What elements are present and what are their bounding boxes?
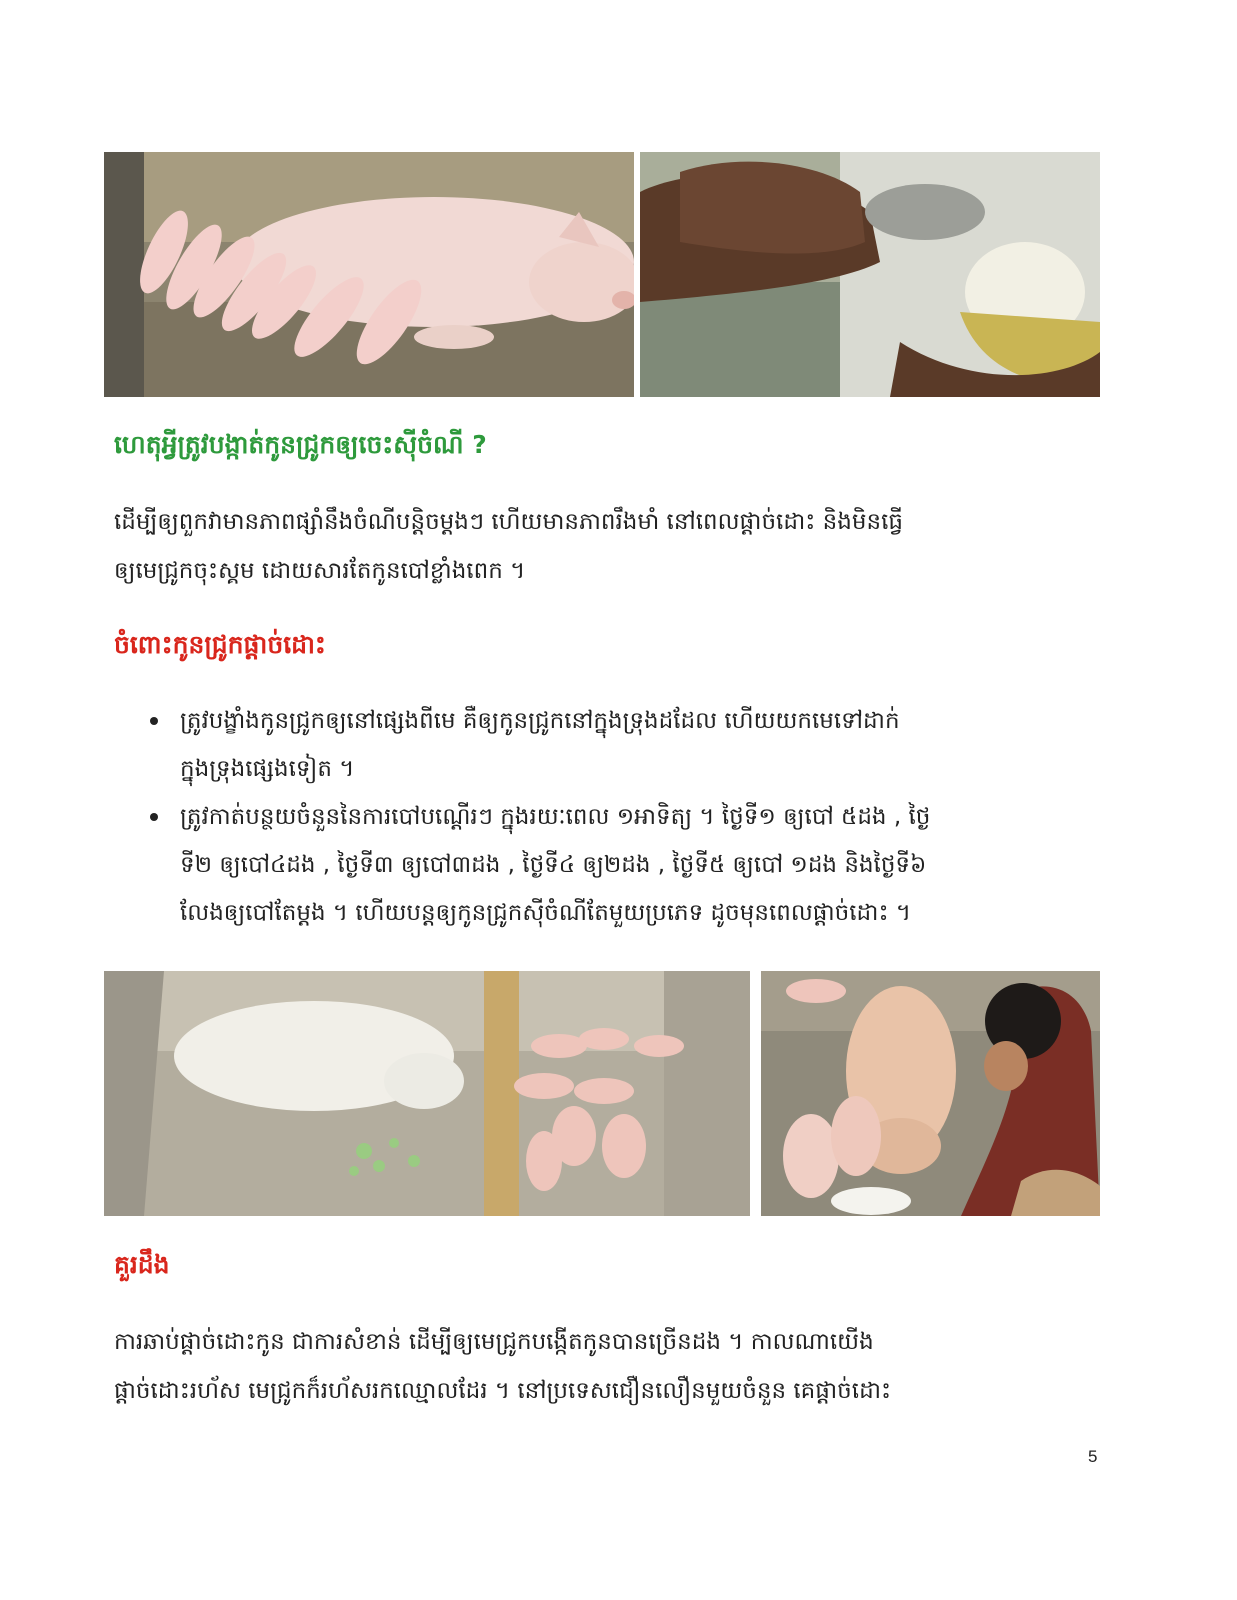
list-item-line: ទី២ ឲ្យបៅ៤ដង , ថ្ងៃទី៣ ឲ្យបៅ៣ដង , ថ្ងៃទី៤ ឲ្យ២ដង , ថ្ងៃទី៥ ឲ្យបៅ ១ដង និងថ្ងៃទី៦: [180, 852, 927, 878]
sow-nursing-piglets-photo: [104, 152, 634, 397]
list-item-line: ត្រូវបង្ខាំងកូនជ្រូកឲ្យនៅផ្សេងពីមេ គឺឲ្យកូនជ្រូកនៅក្នុងទ្រុងដដែល ហើយយកមេទៅដាក់: [180, 708, 900, 734]
list-item-line: ក្នុងទ្រុងផ្សេងទៀត ។: [180, 756, 355, 782]
bullet-icon: [150, 717, 158, 725]
list-item: [150, 793, 1120, 937]
paragraph-line: ដើម្បីឲ្យពួកវាមានភាពផ្សាំនឹងចំណីបន្តិចម្តងៗ ហើយមានភាពរឹងមាំ នៅពេលផ្តាច់ដោះ និងមិនធ្វើ: [114, 509, 903, 535]
paragraph-why-train-piglets: [114, 498, 1114, 596]
list-item-line: លែងឲ្យបៅតែម្តង ។ ហើយបន្តឲ្យកូនជ្រូកស៊ីចំណីតែមួយប្រភេទ ដូចមុនពេលផ្តាច់ដោះ ។: [180, 900, 912, 926]
weaning-instructions-list: [150, 697, 1120, 937]
bullet-icon: [150, 813, 158, 821]
list-item: [150, 697, 1120, 793]
paragraph-should-know: [114, 1318, 1114, 1416]
section-heading-should-know: គួរដឹង: [114, 1250, 170, 1279]
sow-and-piglets-pen-photo: [104, 971, 750, 1216]
section-heading-why-train-piglets: ហេតុអ្វីត្រូវបង្កាត់កូនជ្រូកឲ្យចេះស៊ីចំណី ?: [114, 430, 487, 459]
paragraph-line: ផ្តាច់ដោះរហ័ស មេជ្រូកក៏រហ័សរកឈ្មោលដែរ ។ នៅប្រទេសជឿនលឿនមួយចំនួន គេផ្តាច់ដោះ: [114, 1378, 892, 1404]
paragraph-line: ឲ្យមេជ្រូកចុះស្គម ដោយសារតែកូនបៅខ្លាំងពេក ។: [114, 558, 526, 584]
paragraph-line: ការឆាប់ផ្តាច់ដោះកូន ជាការសំខាន់ ដើម្បីឲ្យមេជ្រូកបង្កើតកូនបានច្រើនដង ។ កាលណាយើង: [114, 1329, 874, 1355]
hand-peeling-banana-photo: [640, 152, 1100, 397]
page-number: 5: [1088, 1447, 1098, 1466]
list-item-line: ត្រូវកាត់បន្ថយចំនួននៃការបៅបណ្តើរៗ ក្នុងរយៈពេល ១អាទិត្យ ។ ថ្ងៃទី១ ឲ្យបៅ ៥ដង , ថ្ងៃ: [180, 804, 931, 830]
woman-feeding-piglets-photo: [761, 971, 1100, 1216]
section-heading-weaning-piglets: ចំពោះកូនជ្រូកផ្តាច់ដោះ: [114, 630, 326, 659]
